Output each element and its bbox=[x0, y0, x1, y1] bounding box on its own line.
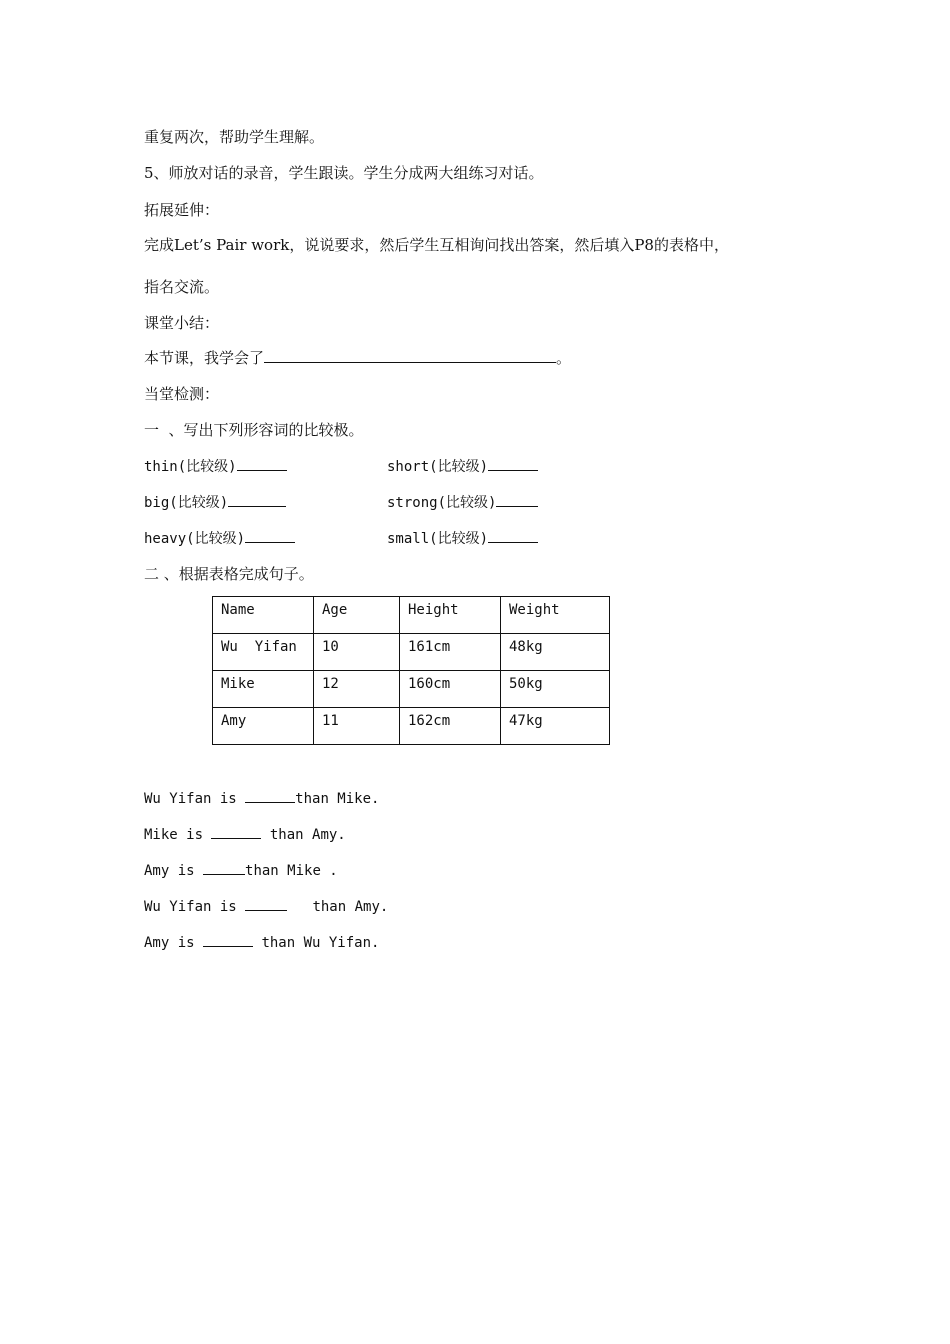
exercise1-blank[interactable] bbox=[488, 456, 538, 471]
table-cell: 10 bbox=[314, 634, 400, 671]
heading-extension: 拓展延伸： bbox=[144, 201, 220, 219]
table-cell: 47kg bbox=[501, 708, 610, 745]
student-data-table bbox=[212, 596, 610, 745]
exercise1-blank[interactable] bbox=[245, 528, 295, 543]
summary-fill-line bbox=[144, 348, 571, 368]
paragraph-repeat-twice: 重复两次，帮助学生理解。 bbox=[144, 128, 325, 146]
table-cell: 161cm bbox=[400, 634, 501, 671]
table-cell: 12 bbox=[314, 671, 400, 708]
table-header-cell: Name bbox=[213, 597, 314, 634]
table-cell: 160cm bbox=[400, 671, 501, 708]
sentence-blank[interactable] bbox=[211, 824, 261, 839]
table-row bbox=[213, 634, 610, 671]
exercise1-item-small: small(比较级) bbox=[387, 528, 538, 549]
paragraph-share: 指名交流。 bbox=[144, 278, 220, 296]
heading-summary: 课堂小结： bbox=[144, 314, 220, 332]
table-header-cell: Age bbox=[314, 597, 400, 634]
table-row bbox=[213, 708, 610, 745]
sentence-blank[interactable] bbox=[245, 896, 287, 911]
exercise1-item-thin: thin(比较级) bbox=[144, 456, 287, 477]
table-header-cell: Weight bbox=[501, 597, 610, 634]
exercise1-blank[interactable] bbox=[496, 492, 538, 507]
sentence-1: Wu Yifan is than Mike. bbox=[144, 788, 379, 809]
table-row bbox=[213, 671, 610, 708]
heading-exercise-2: 二 、根据表格完成句子。 bbox=[144, 565, 314, 583]
sentence-4: Wu Yifan is than Amy. bbox=[144, 896, 388, 917]
sentence-2: Mike is than Amy. bbox=[144, 824, 346, 845]
exercise1-blank[interactable] bbox=[237, 456, 287, 471]
exercise1-blank[interactable] bbox=[228, 492, 286, 507]
exercise1-blank[interactable] bbox=[488, 528, 538, 543]
exercise1-item-short: short(比较级) bbox=[387, 456, 538, 477]
table-cell: 11 bbox=[314, 708, 400, 745]
sentence-blank[interactable] bbox=[245, 788, 295, 803]
heading-exercise-1: 一 、写出下列形容词的比较极。 bbox=[144, 421, 364, 439]
exercise1-item-heavy: heavy(比较级) bbox=[144, 528, 295, 549]
sentence-blank[interactable] bbox=[203, 932, 253, 947]
table-cell: Wu Yifan bbox=[213, 634, 314, 671]
sentence-3: Amy is than Mike . bbox=[144, 860, 338, 881]
table-header-cell: Height bbox=[400, 597, 501, 634]
exercise1-item-strong: strong(比较级) bbox=[387, 492, 538, 513]
table-cell: 48kg bbox=[501, 634, 610, 671]
heading-test: 当堂检测： bbox=[144, 385, 220, 403]
sentence-5: Amy is than Wu Yifan. bbox=[144, 932, 379, 953]
paragraph-pair-work: 完成Let’s Pair work，说说要求，然后学生互相询问找出答案，然后填入P8的表格中， bbox=[144, 236, 729, 254]
table-cell: Mike bbox=[213, 671, 314, 708]
table-header-row bbox=[213, 597, 610, 634]
table-cell: 162cm bbox=[400, 708, 501, 745]
sentence-blank[interactable] bbox=[203, 860, 245, 875]
paragraph-step-5: 5、师放对话的录音，学生跟读。学生分成两大组练习对话。 bbox=[144, 164, 544, 182]
summary-prefix: 本节课，我学会了 bbox=[144, 349, 265, 367]
table-cell: Amy bbox=[213, 708, 314, 745]
summary-suffix: 。 bbox=[556, 349, 572, 367]
table-cell: 50kg bbox=[501, 671, 610, 708]
exercise1-item-big: big(比较级) bbox=[144, 492, 286, 513]
summary-blank[interactable] bbox=[264, 348, 556, 363]
